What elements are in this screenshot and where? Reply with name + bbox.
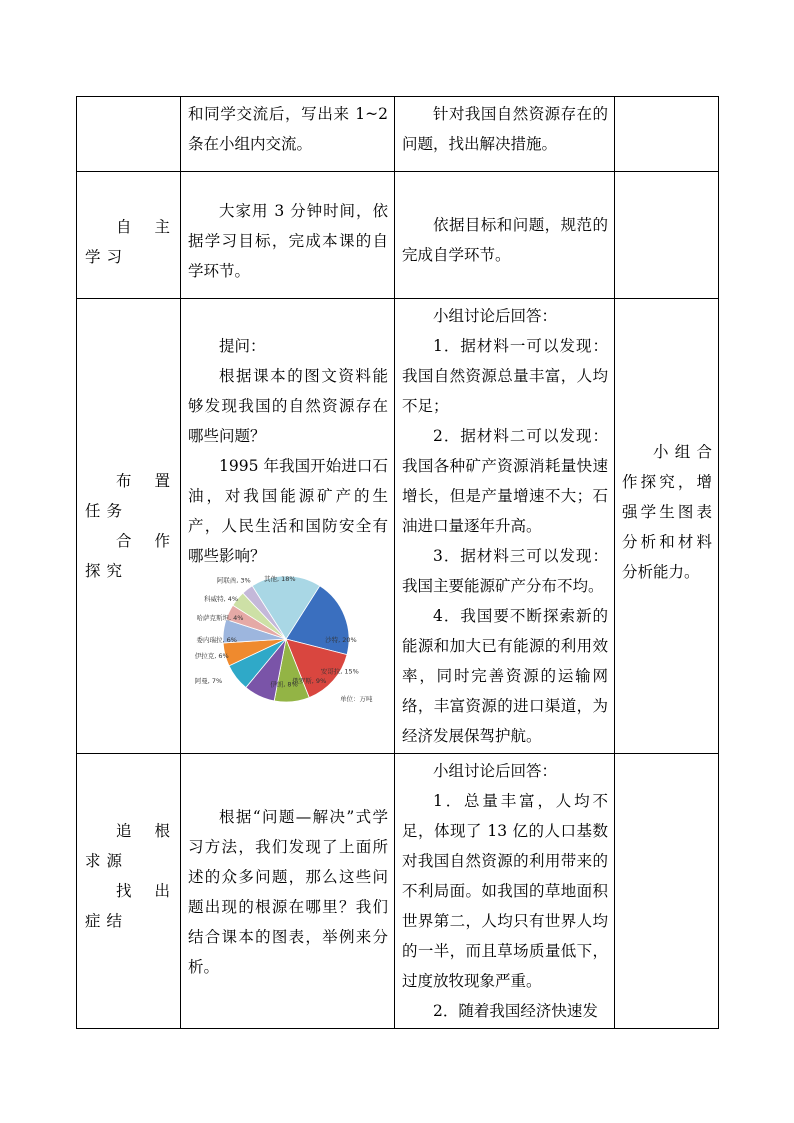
teacher-text: 提问： xyxy=(219,337,266,355)
pie-data-label: 委内瑞拉, 6% xyxy=(196,636,237,645)
pie-data-label: 俄罗斯, 9% xyxy=(292,677,327,686)
intent-cell xyxy=(615,299,719,754)
intent-cell xyxy=(615,172,719,299)
stage-label: 自主学习 xyxy=(85,218,176,266)
pie-unit-label: 单位：万吨 xyxy=(340,695,373,703)
student-text: 2．随着我国经济快速发 xyxy=(433,1002,598,1020)
pie-data-label: 阿联酋, 3% xyxy=(216,576,251,585)
pie-data-label: 阿曼, 7% xyxy=(194,677,223,686)
teacher-activity-cell xyxy=(181,97,395,172)
stage-label: 布置任务 xyxy=(85,472,176,520)
student-text: 小组讨论后回答： xyxy=(433,307,558,325)
stage-cell xyxy=(77,172,181,299)
teacher-text: 1995 年我国开始进口石油，对我国能源矿产的生产，人民生活和国防安全有哪些影响？ xyxy=(188,457,388,565)
teacher-text: 根据“问题—解决”式学习方法，我们发现了上面所述的众多问题，那么这些问题出现的根源在哪里？我们结合课本的图表，举例来分析。 xyxy=(188,808,388,976)
student-text: 2．据材料二可以发现：我国各种矿产资源消耗量快速增长，但是产量增速不大；石油进口量逐年升高。 xyxy=(402,427,608,535)
student-text: 4．我国要不断探索新的能源和加大已有能源的利用效率，同时完善资源的运输网络，丰富资源的进口渠道，为经济发展保驾护航。 xyxy=(402,607,608,745)
teacher-text: 根据课本的图文资料能够发现我国的自然资源存在哪些问题？ xyxy=(188,367,388,445)
stage-cell xyxy=(77,97,181,172)
lesson-plan-table xyxy=(76,96,719,1029)
student-text: 针对我国自然资源存在的问题，找出解决措施。 xyxy=(402,105,608,153)
student-activity-cell xyxy=(395,754,615,1029)
teacher-text: 大家用 3 分钟时间，依据学习目标，完成本课的自学环节。 xyxy=(188,202,388,280)
student-text: 小组讨论后回答： xyxy=(433,762,558,780)
pie-data-label: 沙特, 20% xyxy=(325,636,357,645)
student-activity-cell xyxy=(395,299,615,754)
stage-cell xyxy=(77,754,181,1029)
student-text: 1．据材料一可以发现：我国自然资源总量丰富，人均不足； xyxy=(402,337,608,415)
student-text: 3．据材料三可以发现：我国主要能源矿产分布不均。 xyxy=(402,547,608,595)
table-row xyxy=(77,754,719,1029)
intent-text: 小组合作探究，增强学生图表分析和材料分析能力。 xyxy=(622,443,712,581)
table-row xyxy=(77,299,719,754)
stage-label: 合作探究 xyxy=(85,532,176,580)
table-row xyxy=(77,172,719,299)
student-activity-cell xyxy=(395,172,615,299)
stage-label: 找出症结 xyxy=(85,882,176,930)
pie-data-label: 伊朗, 8% xyxy=(270,680,298,689)
student-text: 依据目标和问题，规范的完成自学环节。 xyxy=(402,216,608,264)
student-activity-cell xyxy=(395,97,615,172)
oil-import-pie-chart xyxy=(188,573,384,705)
intent-cell xyxy=(615,754,719,1029)
pie-data-label: 其他, 18% xyxy=(264,575,296,583)
student-text: 1．总量丰富，人均不足，体现了 13 亿的人口基数对我国自然资源的利用带来的不利局面。如我国的草地面积世界第二，人均只有世界人均的一半，而且草场质量低下，过度放牧现象严重。 xyxy=(402,792,608,990)
teacher-activity-cell xyxy=(181,172,395,299)
table-row xyxy=(77,97,719,172)
intent-cell xyxy=(615,97,719,172)
teacher-activity-cell xyxy=(181,299,395,754)
pie-data-label: 科威特, 4% xyxy=(204,595,239,604)
stage-cell xyxy=(77,299,181,754)
stage-label: 追根求源 xyxy=(85,822,176,870)
teacher-activity-cell xyxy=(181,754,395,1029)
pie-data-label: 哈萨克斯坦, 4% xyxy=(196,614,244,623)
pie-data-label: 伊拉克, 6% xyxy=(194,651,229,660)
teacher-text: 和同学交流后，写出来 1~2 条在小组内交流。 xyxy=(188,105,388,153)
pie-data-label: 安哥拉, 15% xyxy=(320,667,359,676)
